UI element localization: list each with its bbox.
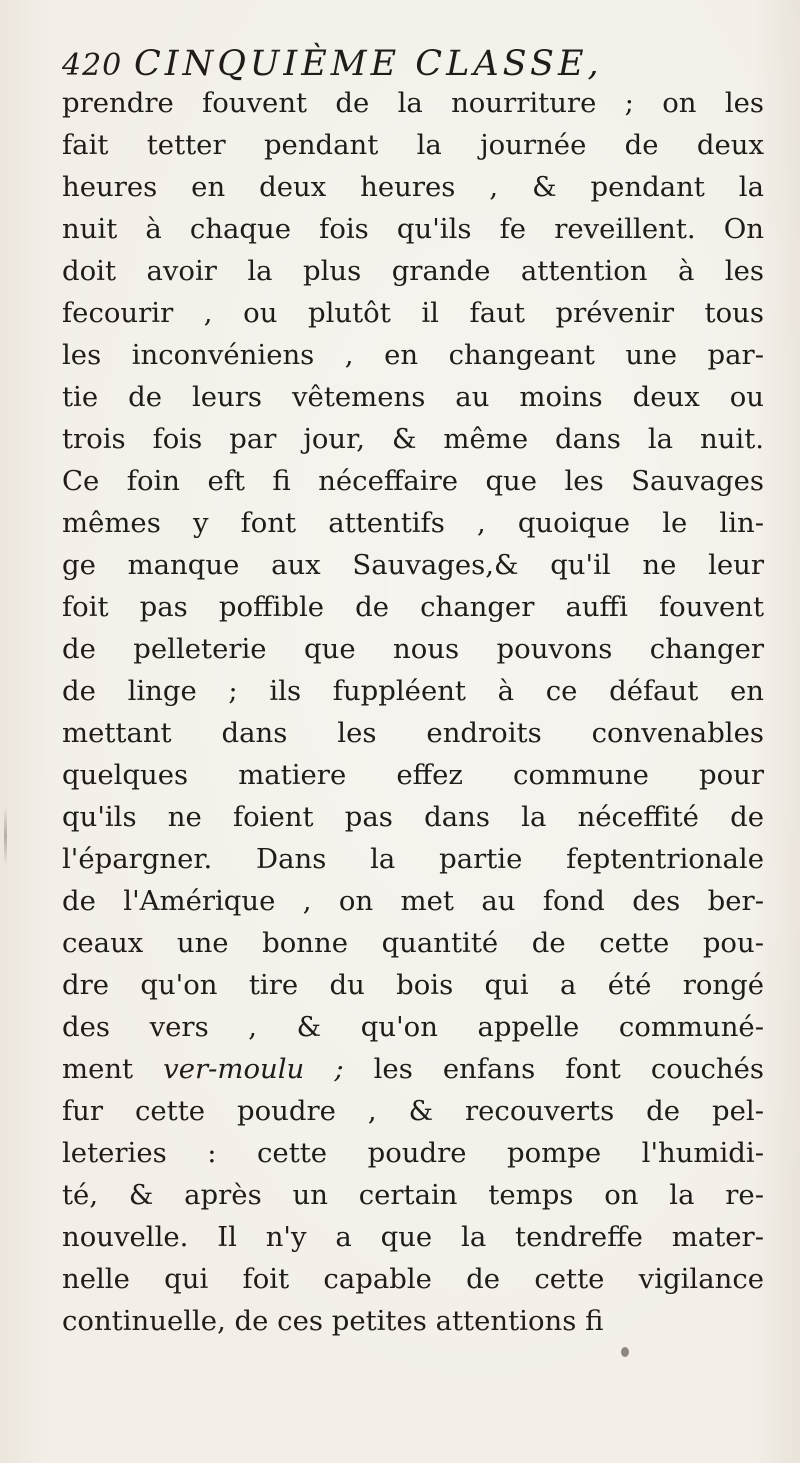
text-line: mettant dans les endroits convenables bbox=[62, 717, 764, 749]
text-line: de linge ; ils fuppléent à ce défaut en bbox=[62, 675, 764, 707]
text-line: trois fois par jour, & même dans la nuit. bbox=[62, 423, 764, 455]
text-line: l'épargner. Dans la partie feptentrionale bbox=[62, 843, 764, 875]
body-text bbox=[62, 82, 764, 1342]
text-line: mêmes y font attentifs , quoique le lin- bbox=[62, 507, 764, 539]
page-number: 420 bbox=[62, 48, 123, 83]
text-line: leteries : cette poudre pompe l'humidi- bbox=[62, 1137, 764, 1169]
ink-speck bbox=[621, 1347, 629, 1357]
line-segment: les enfans font couchés bbox=[343, 1053, 765, 1085]
text-line: prendre fouvent de la nourriture ; on les bbox=[62, 87, 764, 119]
text-line: tie de leurs vêtemens au moins deux ou bbox=[62, 381, 764, 413]
text-line: des vers , & qu'on appelle communé- bbox=[62, 1011, 764, 1043]
text-line: de l'Amérique , on met au fond des ber- bbox=[62, 885, 764, 917]
text-line: fait tetter pendant la journée de deux bbox=[62, 129, 764, 161]
text-line: ceaux une bonne quantité de cette pou- bbox=[62, 927, 764, 959]
text-line: foit pas poffible de changer auffi fouvent bbox=[62, 591, 764, 623]
text-line-with-italic bbox=[62, 1048, 764, 1090]
text-line: dre qu'on tire du bois qui a été rongé bbox=[62, 969, 764, 1001]
text-line: Ce foin eft fi néceffaire que les Sauvages bbox=[62, 465, 764, 497]
text-line: continuelle, de ces petites attentions fi bbox=[62, 1305, 604, 1337]
running-head: CINQUIÈME CLASSE, bbox=[134, 44, 603, 84]
margin-mark bbox=[4, 806, 7, 866]
text-line: qu'ils ne foient pas dans la néceffité de bbox=[62, 801, 764, 833]
line-segment: ment bbox=[62, 1053, 164, 1085]
text-line: les inconvéniens , en changeant une par- bbox=[62, 339, 764, 371]
text-line: té, & après un certain temps on la re- bbox=[62, 1179, 764, 1211]
text-line: nouvelle. Il n'y a que la tendreffe mater- bbox=[62, 1221, 764, 1253]
text-line: fecourir , ou plutôt il faut prévenir tous bbox=[62, 297, 764, 329]
text-line: heures en deux heures , & pendant la bbox=[62, 171, 764, 203]
text-line: nelle qui foit capable de cette vigilance bbox=[62, 1263, 764, 1295]
text-line: ge manque aux Sauvages,& qu'il ne leur bbox=[62, 549, 764, 581]
text-line: nuit à chaque fois qu'ils fe reveillent. On bbox=[62, 213, 764, 245]
text-line: fur cette poudre , & recouverts de pel- bbox=[62, 1095, 764, 1127]
text-line: doit avoir la plus grande attention à les bbox=[62, 255, 764, 287]
text-line: de pelleterie que nous pouvons changer bbox=[62, 633, 764, 665]
italic-term: ver-moulu ; bbox=[163, 1053, 344, 1085]
text-line: quelques matiere effez commune pour bbox=[62, 759, 764, 791]
